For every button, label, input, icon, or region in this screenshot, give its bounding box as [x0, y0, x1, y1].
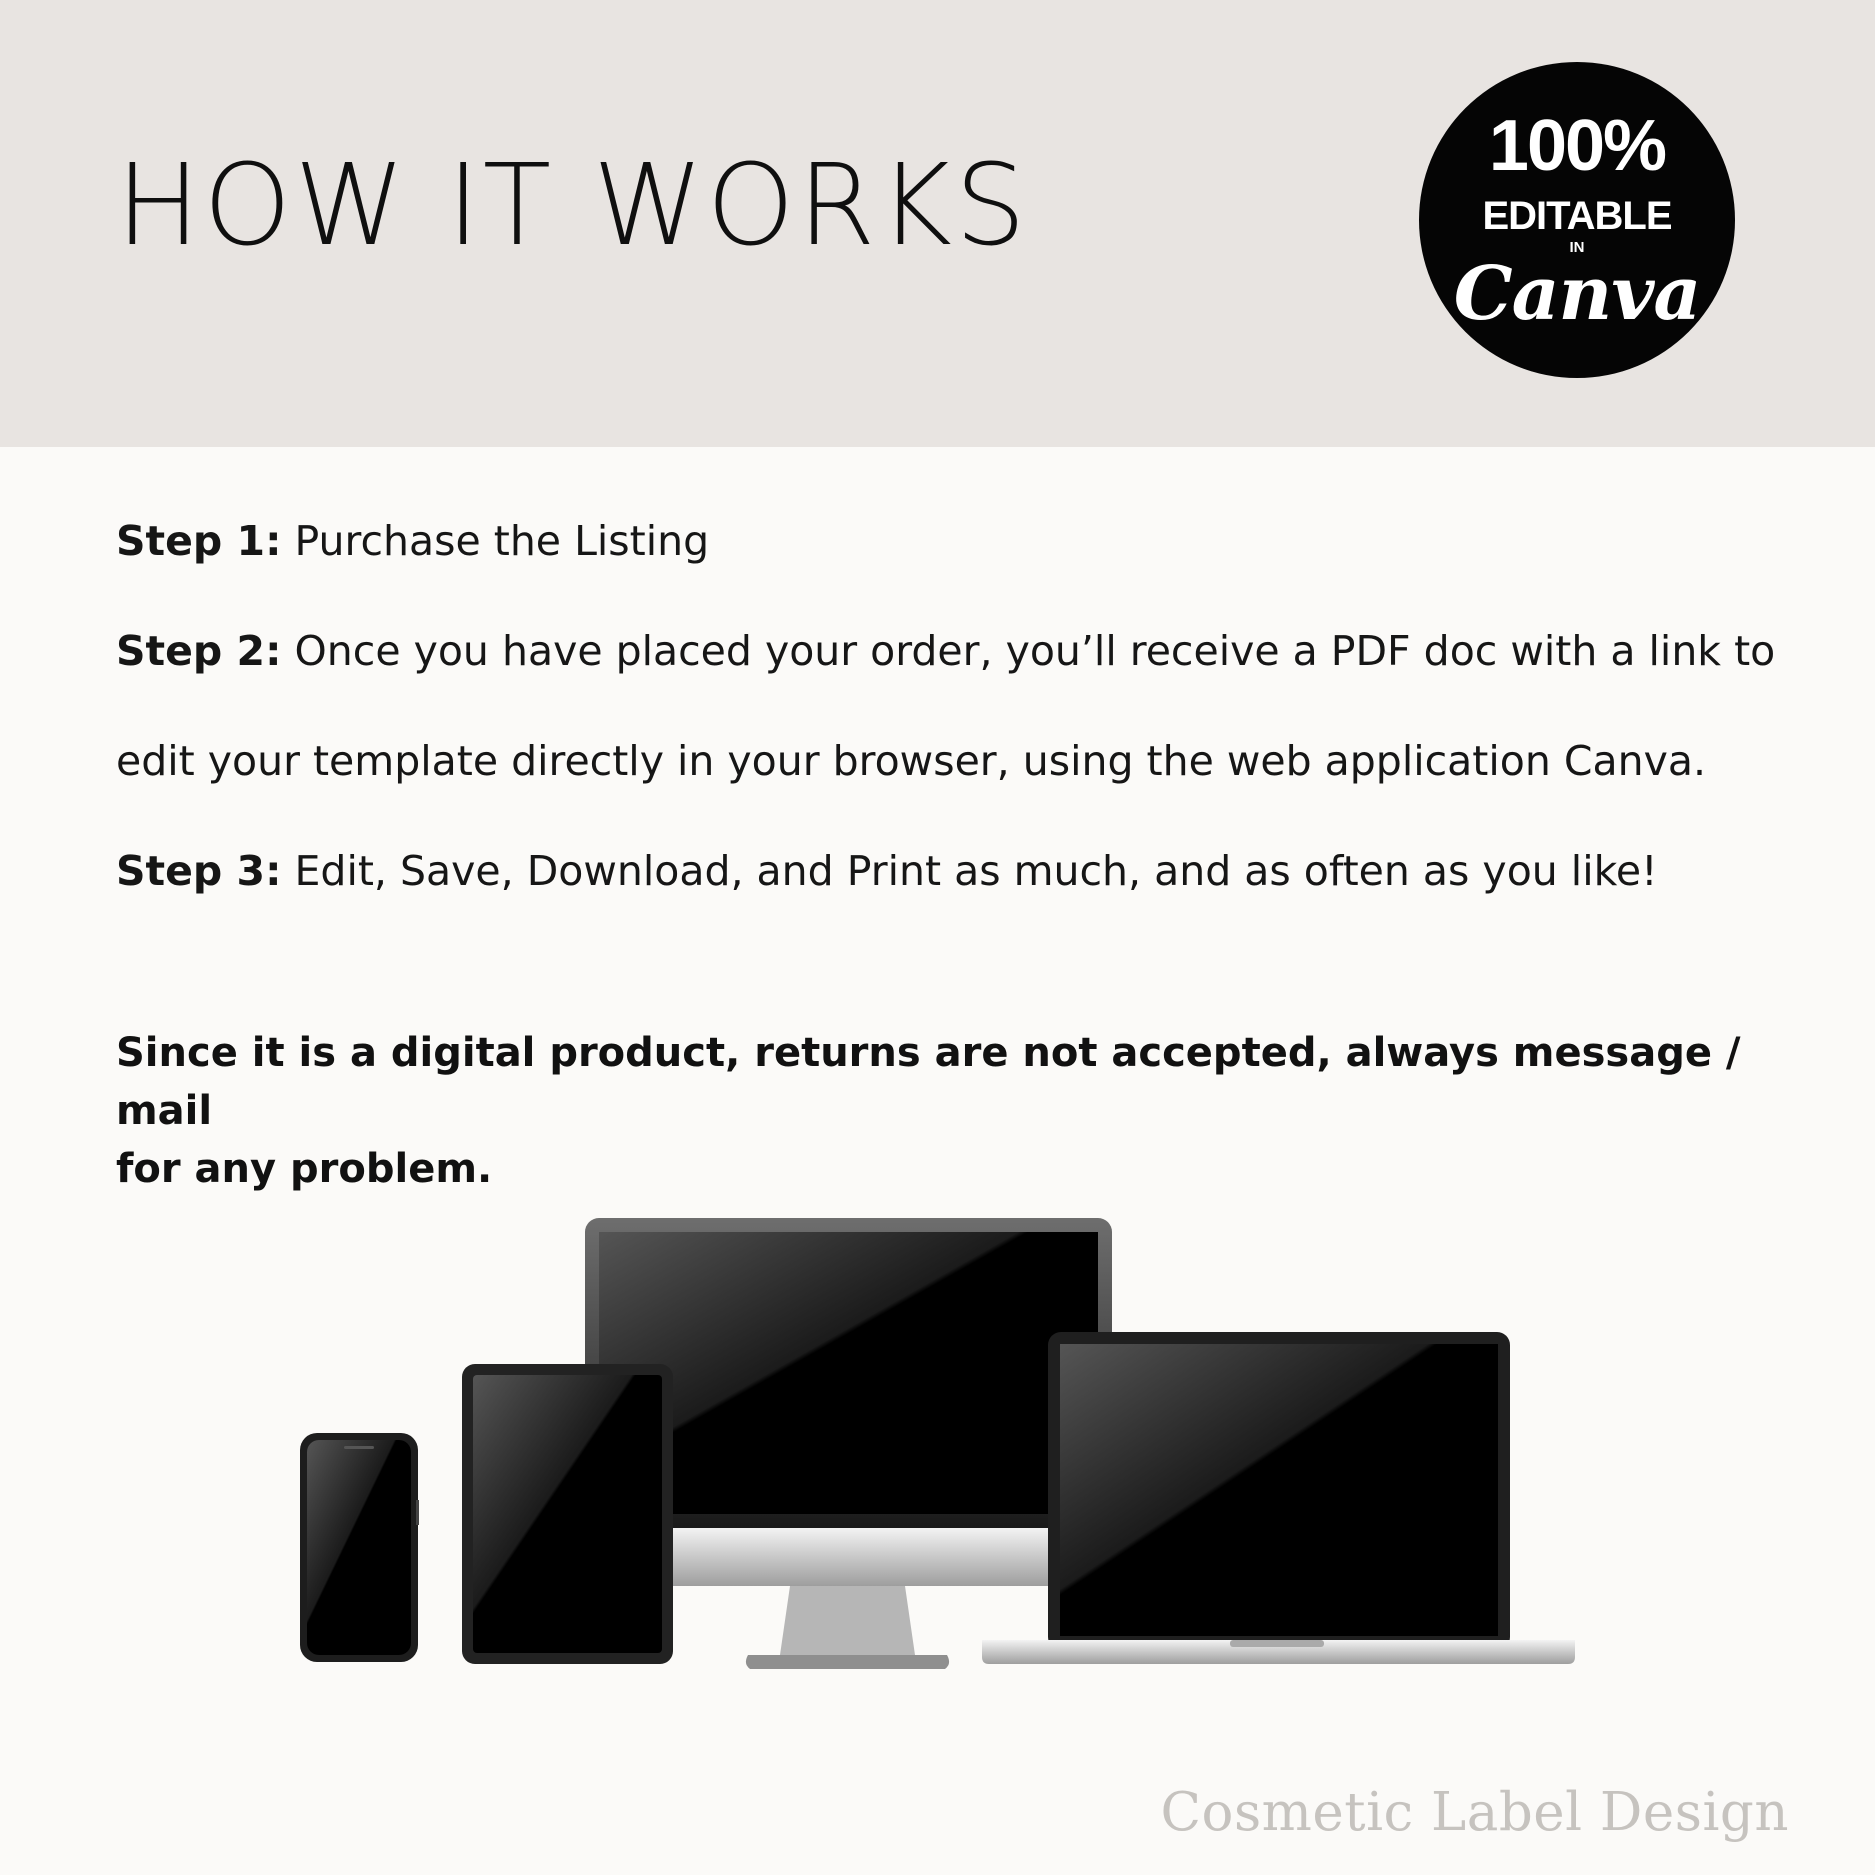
cosmetic-label-design-watermark: Cosmetic Label Design [1160, 1782, 1789, 1843]
returns-notice-line-1: Since it is a digital product, returns are not accepted, always message / mail [116, 1030, 1741, 1134]
tablet-icon [462, 1364, 673, 1664]
step-2-text-line-1: Once you have placed your order, you’ll receive a PDF doc with a link to [294, 627, 1776, 675]
phone-icon [300, 1433, 419, 1662]
step-2-label: Step 2: [116, 627, 282, 675]
editable-in-canva-badge [1419, 62, 1735, 378]
page-title: HOW IT WORKS [116, 141, 1030, 271]
step-1-label: Step 1: [116, 517, 282, 565]
badge-canva-brand: Canva [1453, 251, 1701, 337]
returns-notice [116, 1024, 1776, 1198]
step-2-line-2 [116, 734, 1706, 789]
device-mockup-illustration [0, 1210, 1875, 1710]
badge-percent: 100% [1488, 106, 1666, 186]
badge-editable-label: EDITABLE [1482, 194, 1672, 238]
returns-notice-line-2: for any problem. [116, 1146, 493, 1192]
badge-in-label: IN [1569, 239, 1585, 256]
step-3 [116, 844, 1658, 899]
step-1-text: Purchase the Listing [294, 517, 710, 565]
step-1 [116, 514, 709, 569]
header-band [0, 0, 1875, 447]
laptop-icon [982, 1332, 1575, 1664]
device-mockup-svg [0, 1210, 1875, 1710]
step-3-label: Step 3: [116, 847, 282, 895]
step-2-line-1 [116, 624, 1775, 679]
step-3-text: Edit, Save, Download, and Print as much, and as often as you like! [294, 847, 1658, 895]
step-2-text-line-2: edit your template directly in your browser, using the web application Canva. [116, 737, 1706, 785]
